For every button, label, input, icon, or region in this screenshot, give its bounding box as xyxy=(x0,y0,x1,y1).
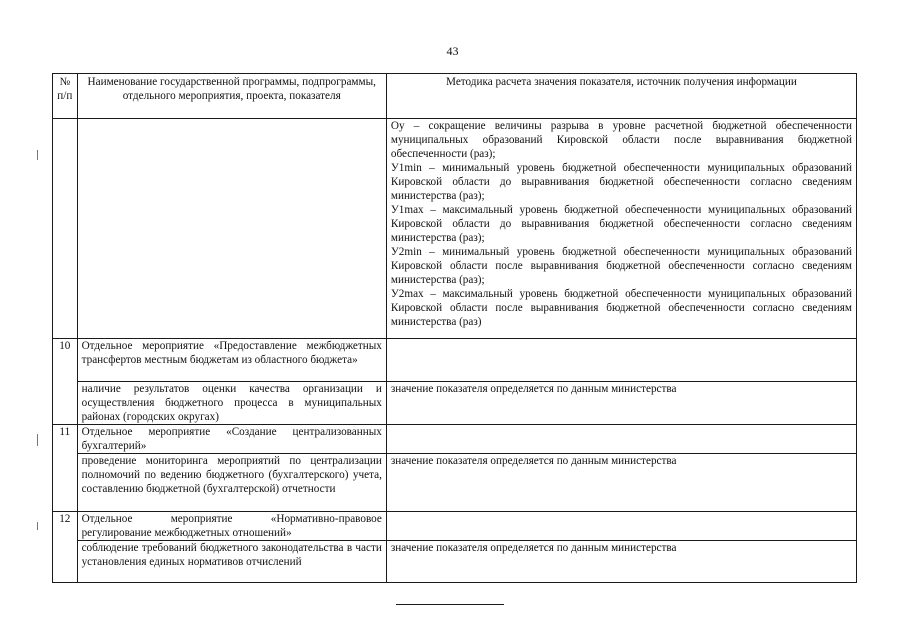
method-line-y1max: У1max – максимальный уровень бюджетной обеспеченности муниципальных образований Кировской области до выравнивания бюджетной обеспеченности согласно сведениям министерства (раз); xyxy=(390,204,852,244)
cell-row-number: 11 xyxy=(53,425,78,512)
table-row-indicator xyxy=(53,454,857,512)
page-number: 43 xyxy=(446,44,459,58)
scan-speck xyxy=(37,434,38,446)
header-method: Методика расчета значения показателя, источник получения информации xyxy=(386,74,856,119)
cell-measure-name: Отдельное мероприятие «Предоставление межбюджетных трансфертов местным бюджетам из областного бюджета» xyxy=(77,339,386,382)
table-header-row xyxy=(53,74,857,119)
table-row-indicator xyxy=(53,382,857,425)
indicator-table xyxy=(52,73,857,583)
scan-speck xyxy=(37,150,38,160)
header-num: № п/п xyxy=(53,74,78,119)
cell-measure-method-empty xyxy=(386,512,856,541)
cell-indicator-name: наличие результатов оценки качества организации и осуществления бюджетного процесса в муниципальных районах (городских округах) xyxy=(77,382,386,425)
cell-method-continuation xyxy=(386,119,856,339)
method-line-y2max: У2max – максимальный уровень бюджетной обеспеченности муниципальных образований Кировской области после выравнивания бюджетной обеспеченности согласно сведениям министерства (раз) xyxy=(390,288,852,328)
header-name: Наименование государственной программы, подпрограммы, отдельного мероприятия, проекта, показателя xyxy=(77,74,386,119)
cell-row-number: 10 xyxy=(53,339,78,425)
cell-measure-name: Отдельное мероприятие «Создание централизованных бухгалтерий» xyxy=(77,425,386,454)
table-row-continuation xyxy=(53,119,857,339)
table-row-measure xyxy=(53,339,857,382)
method-line-y2min: У2min – минимальный уровень бюджетной обеспеченности муниципальных образований Кировской области после выравнивания бюджетной обеспеченности согласно сведениям министерства (раз); xyxy=(390,246,852,286)
cell-indicator-method: значение показателя определяется по данным министерства xyxy=(386,382,856,425)
end-rule xyxy=(396,604,504,605)
cell-measure-method-empty xyxy=(386,339,856,382)
cell-indicator-method: значение показателя определяется по данным министерства xyxy=(386,454,856,512)
table-row-indicator xyxy=(53,541,857,583)
cell-indicator-method: значение показателя определяется по данным министерства xyxy=(386,541,856,583)
cell-name-empty xyxy=(77,119,386,339)
cell-num-empty xyxy=(53,119,78,339)
method-line-oy: Оу – сокращение величины разрыва в уровне расчетной бюджетной обеспеченности муниципальных образований Кировской области после выравнивания бюджетной обеспеченности (раз); xyxy=(390,120,852,160)
method-line-y1min: У1min – минимальный уровень бюджетной обеспеченности муниципальных образований Кировской области до выравнивания бюджетной обеспеченности согласно сведениям министерства (раз); xyxy=(390,162,852,202)
cell-measure-method-empty xyxy=(386,425,856,454)
table-row-measure xyxy=(53,512,857,541)
cell-indicator-name: проведение мониторинга мероприятий по централизации полномочий по ведению бюджетного (бухгалтерского) учета, составлению бюджетной (бухгалтерской) отчетности xyxy=(77,454,386,512)
cell-row-number: 12 xyxy=(53,512,78,583)
scan-speck xyxy=(37,522,38,530)
cell-indicator-name: соблюдение требований бюджетного законодательства в части установления единых нормативов отчислений xyxy=(77,541,386,583)
cell-measure-name: Отдельное мероприятие «Нормативно-правовое регулирование межбюджетных отношений» xyxy=(77,512,386,541)
table-row-measure xyxy=(53,425,857,454)
